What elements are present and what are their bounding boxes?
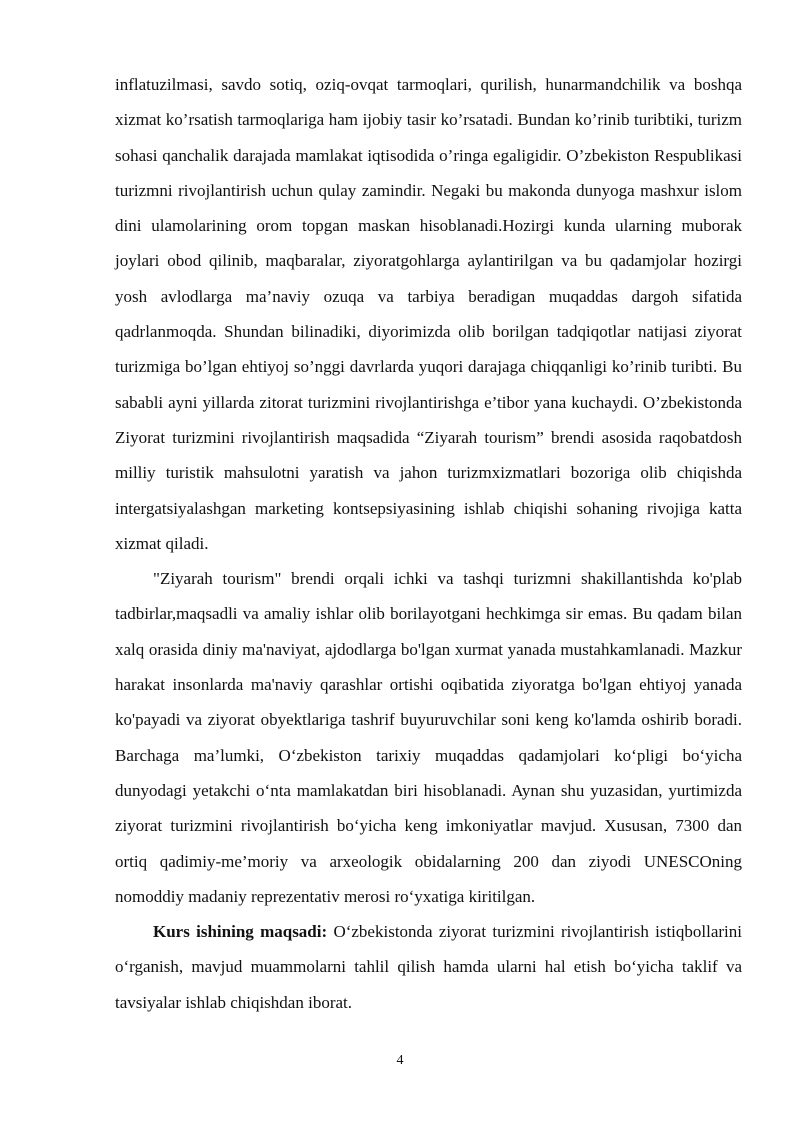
- paragraph-ziyarah-tourism-brand: "Ziyarah tourism" brendi orqali ichki va tashqi turizmni shakillantishda ko'plab tadbirlar,maqsadli va amaliy ishlar olib borilayotgani hechkimga sir emas. Bu qadam bilan xalq orasida diniy ma'naviyat, ajdodlarga bo'lgan xurmat yanada mustahkamlanadi. Mazkur harakat insonlarda ma'naviy qarashlar ortishi oqibatida ziyoratga bo'lgan ehtiyoj yanada ko'payadi va ziyorat obyektlariga tashrif buyuruvchilar soni keng ko'lamda oshirib boradi. Barchaga ma’lumki, O‘zbekiston tarixiy muqaddas qadamjolari ko‘pligi bo‘yicha dunyodagi yetakchi o‘nta mamlakatdan biri hisoblanadi. Aynan shu yuzasidan, yurtimizda ziyorat turizmini rivojlantirish bo‘yicha keng imkoniyatlar mavjud. Xususan, 7300 dan ortiq qadimiy-me’moriy va arxeologik obidalarning 200 dan ziyodi UNESCOning nomoddiy madaniy reprezentativ merosi ro‘yxatiga kiritilgan.: [115, 569, 742, 906]
- paragraph-course-goal: [115, 914, 742, 1020]
- page-number: 4: [396, 1053, 404, 1068]
- course-goal-label: Kurs ishining maqsadi:: [153, 922, 328, 942]
- paragraph-tourism-infrastructure: inflatuzilmasi, savdo sotiq, oziq-ovqat tarmoqlari, qurilish, hunarmandchilik va boshqa xizmat ko’rsatish tarmoqlariga ham ijobiy tasir ko’rsatadi. Bundan ko’rinib turibtiki, turizm sohasi qanchalik darajada mamlakat iqtisodida o’ringa egaligidir. O’zbekiston Respublikasi turizmni rivojlantirish uchun qulay zamindir. Negaki bu makonda dunyoga mashxur islom dini ulamolarining orom topgan maskan hisoblanadi.Hozirgi kunda ularning muborak joylari obod qilinib, maqbaralar, ziyoratgohlarga aylantirilgan va bu qadamjolar hozirgi yosh avlodlarga ma’naviy ozuqa va tarbiya beradigan muqaddas dargoh sifatida qadrlanmoqda. Shundan bilinadiki, diyorimizda olib borilgan tadqiqotlar natijasi ziyorat turizmiga bo’lgan ehtiyoj so’nggi davrlarda yuqori darajaga chiqqanligi ko’rinib turibti. Bu sababli ayni yillarda zitorat turizmini rivojlantirishga e’tibor yana kuchaydi. O’zbekistonda Ziyorat turizmini rivojlantirish maqsadida “Ziyarah tourism” brendi asosida raqobatdosh milliy turistik mahsulotni yaratish va jahon turizmxizmatlari bozoriga olib chiqishda intergatsiyalashgan marketing kontsepsiyasining ishlab chiqishi sohaning rivojiga katta xizmat qiladi.: [115, 75, 742, 553]
- course-goal-text: O‘zbekistonda ziyorat turizmini rivojlantirish istiqbollarini o‘rganish, mavjud muammolarni tahlil qilish hamda ularni hal etish bo‘yicha taklif va tavsiyalar ishlab chiqishdan iborat.: [115, 922, 742, 1012]
- document-body: [115, 67, 742, 1020]
